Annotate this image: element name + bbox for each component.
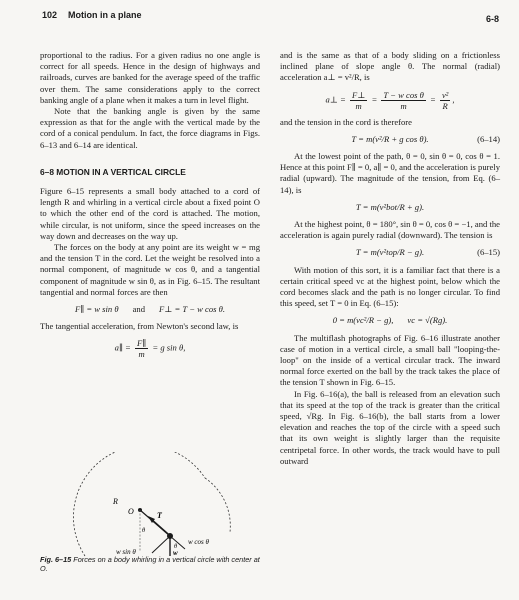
figure-caption [40, 555, 260, 573]
numerator: T − w cos θ [383, 89, 424, 100]
section-heading: 6–8 MOTION IN A VERTICAL CIRCLE [40, 166, 186, 177]
label-O: O [128, 507, 134, 516]
equation-critical-speed [280, 315, 500, 326]
equation-number: (6–15) [477, 247, 500, 258]
paragraph: With motion of this sort, it is a familiar fact that there is a certain critical speed vc at the highest point, below which the cord becomes slack and the path is no longer circular. To find this speed, set T = 0 in Eq. (6–15): [280, 264, 500, 309]
paragraph: In Fig. 6–16(a), the ball is released from an elevation such that its speed at the top of the track is greater than the critical speed, √Rg. In Fig. 6–16(b), the ball starts from a lower elevation and reaches the top of the circle with a speed such that its own weight is slightly larger than the requisite centripetal force. In other words, the track would have to pull outward [280, 388, 500, 466]
equation-body: vc = √(Rg). [407, 315, 448, 326]
paragraph: At the highest point, θ = 180°, sin θ = 0, cos θ = −1, and the acceleration is again purely radial (downward). The tension is [280, 219, 500, 241]
paragraph: The multiflash photographs of Fig. 6–16 illustrate another case of motion in a vertical circle, a small ball "looping-the-loop" on the inside of a vertical circular track. The inward normal force exerted on the ball by the track takes the place of the tension T shown in Fig. 6–15. [280, 332, 500, 388]
label-wcos: w cos θ [188, 538, 209, 546]
paragraph: Figure 6–15 represents a small body attached to a cord of length R and whirling in a vertical circle about a fixed point O to which the other end of the cord is attached. The motion, while circular, is not uniform, since the speed increases on the way down and decreases on the way up. [40, 186, 260, 241]
paragraph: and the tension in the cord is therefore [280, 116, 412, 127]
label-w: w [173, 549, 178, 557]
equation-tangential: F∥ = w sin θ [74, 304, 119, 315]
equation-body: T = m(v²/R + g cos θ). [351, 133, 429, 144]
equation-normal-acceleration: a⊥ = $\frac{F\perp}{m}$ = $\frac{\text{T − w cos θ}}{m}$ = $\frac{\text{v²}}{R}$ , [325, 89, 455, 111]
denominator: m [400, 100, 407, 111]
denominator: R [442, 100, 448, 111]
equation-number: (6–14) [477, 133, 500, 144]
fraction [350, 90, 367, 111]
numerator: v² [441, 89, 449, 100]
numerator: F∥ [137, 338, 147, 349]
figure-vertical-circle [40, 452, 260, 557]
paragraph: proportional to the radius. For a given radius no one angle is correct for all speeds. Hence in the design of highways and railroads, curves are banked for the average speed of the traffic over them. The same considerations apply to the correct banking angle of a plane when it makes a turn in level flight. [40, 50, 260, 105]
equation-body: 0 = m(vc²/R − g), [332, 315, 394, 326]
left-column [40, 50, 260, 365]
equation-lhs: a⊥ = [325, 94, 346, 105]
label-T: T [157, 511, 162, 520]
normal-component-arrow [170, 536, 185, 549]
fraction [381, 90, 425, 111]
right-column [280, 50, 500, 467]
label-theta: θ [142, 527, 146, 534]
page-header [42, 10, 499, 24]
label-wsin: w sin θ [116, 548, 136, 556]
equation-tangential-acceleration [40, 338, 260, 359]
paragraph: and is the same as that of a body sliding on a frictionless inclined plane of slope angle θ. The normal (radial) acceleration a⊥ = v²/R, is [280, 50, 500, 83]
denominator: m [355, 100, 362, 111]
equation-lhs: a∥ = [114, 342, 131, 353]
label-R: R [113, 497, 118, 506]
page-number: 102 [42, 10, 58, 20]
equation-body: T = m(v²top/R − g). [355, 247, 425, 258]
numerator: F⊥ [351, 89, 366, 100]
equation-rhs: = g sin θ, [152, 342, 186, 353]
tangential-component-arrow [152, 536, 170, 553]
equation-tension [280, 134, 500, 145]
fraction [135, 338, 148, 359]
equation-forces [40, 304, 260, 315]
equation-tension-top [280, 247, 500, 258]
tension-arrow [151, 519, 168, 534]
circular-path [205, 478, 230, 532]
equation-body: T = m(v²bot/R + g). [355, 201, 425, 212]
label-theta: θ [174, 543, 178, 550]
paragraph: At the lowest point of the path, θ = 0, sin θ = 0, cos θ = 1. Hence at this point F∥ = 0, a∥ = 0, and the acceleration is purely radial (upward). The magnitude of the tension, from Eq. (6–14), is [280, 151, 500, 195]
equation-tension-bottom [280, 202, 500, 213]
section-number: 6-8 [485, 14, 499, 24]
paragraph: The forces on the body at any point are its weight w = mg and the tension T in the cord. Let the weight be resolved into a normal component, of magnitude w cos θ, and a tangential component of magnitude w sin θ, as in Fig. 6–15. The resultant tangential and normal forces are then [40, 242, 260, 297]
chapter-title: Motion in a plane [68, 10, 142, 20]
caption-text: Forces on a body whirling in a vertical circle with center at O. [40, 555, 260, 573]
equation-and: and [132, 304, 145, 315]
paragraph: Note that the banking angle is given by the same expression as that for the angle with the vertical made by the cord of a conical pendulum. In fact, the force diagrams in Figs. 6–13 and 6–14 are identical. [40, 106, 260, 150]
denominator: m [138, 349, 145, 360]
circular-path [73, 452, 205, 556]
paragraph: The tangential acceleration, from Newton's second law, is [40, 321, 239, 332]
equation-normal: F⊥ = T − w cos θ. [159, 304, 226, 315]
fraction [440, 90, 450, 111]
caption-label: Fig. 6–15 [40, 555, 72, 564]
